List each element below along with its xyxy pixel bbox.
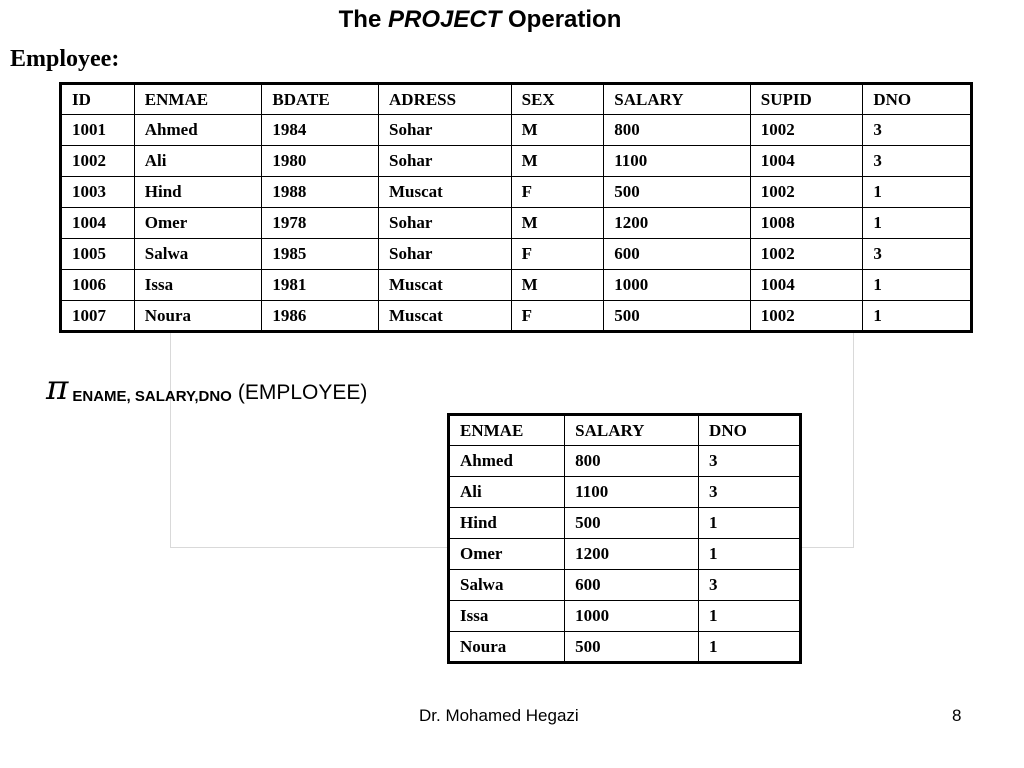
pi-symbol: π — [46, 368, 69, 408]
table-cell: 1200 — [604, 208, 751, 239]
table-row — [449, 570, 801, 601]
title-prefix: The — [338, 6, 382, 33]
table-cell: Ali — [134, 146, 262, 177]
table-cell: Issa — [449, 601, 565, 632]
table-row — [449, 508, 801, 539]
table-cell: 1988 — [262, 177, 379, 208]
table-row — [61, 146, 972, 177]
table-cell: Salwa — [449, 570, 565, 601]
table-cell: 1985 — [262, 239, 379, 270]
table-cell: 3 — [699, 446, 801, 477]
table-cell: 500 — [565, 508, 699, 539]
table-cell: 1 — [699, 601, 801, 632]
table-cell: 1100 — [565, 477, 699, 508]
column-header: ID — [61, 84, 135, 115]
table-cell: 1 — [863, 208, 972, 239]
table-cell: 500 — [604, 177, 751, 208]
table-cell: Muscat — [379, 270, 512, 301]
table-cell: 600 — [604, 239, 751, 270]
table-row — [61, 208, 972, 239]
table-cell: Hind — [449, 508, 565, 539]
table-cell: 1 — [699, 508, 801, 539]
column-header: SALARY — [604, 84, 751, 115]
table-cell: Ahmed — [449, 446, 565, 477]
table-cell: 1984 — [262, 115, 379, 146]
table-cell: 1001 — [61, 115, 135, 146]
table-cell: Omer — [449, 539, 565, 570]
table-cell: 1 — [863, 301, 972, 332]
table-cell: 1002 — [750, 115, 863, 146]
table-row — [61, 177, 972, 208]
table-cell: 3 — [863, 239, 972, 270]
table-row — [61, 270, 972, 301]
table-row — [449, 446, 801, 477]
table-cell: 1 — [863, 270, 972, 301]
table-cell: Sohar — [379, 115, 512, 146]
result-table — [447, 413, 802, 664]
table-cell: 1986 — [262, 301, 379, 332]
table-cell: Issa — [134, 270, 262, 301]
table-cell: 3 — [863, 115, 972, 146]
column-header: ADRESS — [379, 84, 512, 115]
table-cell: Noura — [134, 301, 262, 332]
table-cell: 1005 — [61, 239, 135, 270]
table-cell: Muscat — [379, 177, 512, 208]
table-cell: Sohar — [379, 146, 512, 177]
table-cell: 1100 — [604, 146, 751, 177]
table-cell: M — [511, 270, 604, 301]
table-cell: 1 — [699, 539, 801, 570]
table-cell: 1008 — [750, 208, 863, 239]
table-cell: 1 — [699, 632, 801, 663]
table-cell: F — [511, 239, 604, 270]
table-cell: Ali — [449, 477, 565, 508]
table-cell: 1002 — [750, 239, 863, 270]
table-cell: Muscat — [379, 301, 512, 332]
column-header: SEX — [511, 84, 604, 115]
table-row — [449, 477, 801, 508]
table-cell: Hind — [134, 177, 262, 208]
table-cell: Salwa — [134, 239, 262, 270]
table-cell: M — [511, 208, 604, 239]
page-number: 8 — [952, 706, 962, 725]
table-cell: 1004 — [61, 208, 135, 239]
table-cell: 1002 — [61, 146, 135, 177]
footer-author: Dr. Mohamed Hegazi — [419, 706, 579, 725]
table-cell: M — [511, 115, 604, 146]
column-header: ENMAE — [449, 415, 565, 446]
column-header: DNO — [863, 84, 972, 115]
title-emphasis: PROJECT — [387, 6, 502, 33]
table-cell: 3 — [699, 477, 801, 508]
table-cell: F — [511, 301, 604, 332]
table-cell: 1980 — [262, 146, 379, 177]
table-cell: 1000 — [604, 270, 751, 301]
table-cell: 500 — [604, 301, 751, 332]
table-cell: 1978 — [262, 208, 379, 239]
relation-name: Employee: — [10, 46, 120, 72]
table-cell: M — [511, 146, 604, 177]
table-cell: Omer — [134, 208, 262, 239]
projection-argument: (EMPLOYEE) — [237, 381, 368, 404]
table-row — [61, 239, 972, 270]
table-cell: Noura — [449, 632, 565, 663]
table-row — [61, 115, 972, 146]
slide-title — [0, 6, 960, 34]
header-row — [61, 84, 972, 115]
table-cell: Sohar — [379, 208, 512, 239]
table-row — [449, 539, 801, 570]
projection-expression — [46, 368, 367, 408]
table-cell: 1003 — [61, 177, 135, 208]
column-header: BDATE — [262, 84, 379, 115]
column-header: DNO — [699, 415, 801, 446]
table-row — [449, 601, 801, 632]
column-header: ENMAE — [134, 84, 262, 115]
table-cell: 1 — [863, 177, 972, 208]
table-cell: 3 — [863, 146, 972, 177]
table-cell: 1004 — [750, 146, 863, 177]
header-row — [449, 415, 801, 446]
table-row — [61, 301, 972, 332]
table-cell: 1004 — [750, 270, 863, 301]
table-cell: 1002 — [750, 177, 863, 208]
projection-attributes: ENAME, SALARY,DNO — [72, 388, 232, 405]
table-cell: 1000 — [565, 601, 699, 632]
column-header: SUPID — [750, 84, 863, 115]
table-cell: 1007 — [61, 301, 135, 332]
table-cell: F — [511, 177, 604, 208]
table-cell: Ahmed — [134, 115, 262, 146]
table-cell: Sohar — [379, 239, 512, 270]
title-suffix: Operation — [508, 6, 622, 33]
table-cell: 1006 — [61, 270, 135, 301]
table-cell: 1002 — [750, 301, 863, 332]
table-row — [449, 632, 801, 663]
table-cell: 3 — [699, 570, 801, 601]
table-cell: 600 — [565, 570, 699, 601]
table-cell: 1200 — [565, 539, 699, 570]
table-cell: 800 — [604, 115, 751, 146]
table-cell: 1981 — [262, 270, 379, 301]
table-cell: 500 — [565, 632, 699, 663]
table-cell: 800 — [565, 446, 699, 477]
column-header: SALARY — [565, 415, 699, 446]
employee-table — [59, 82, 973, 333]
